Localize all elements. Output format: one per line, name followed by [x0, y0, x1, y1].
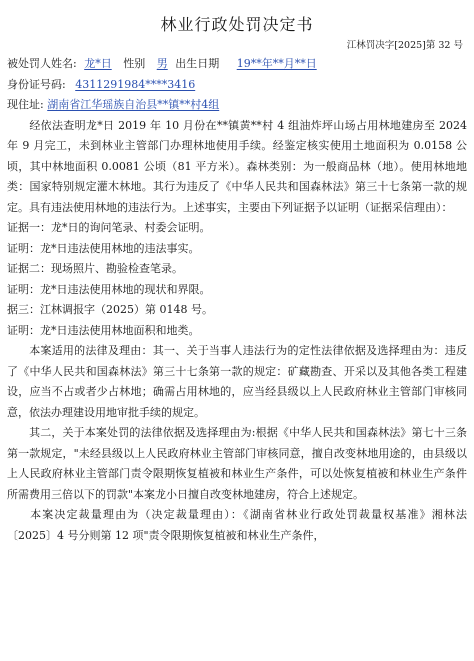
dob-label: 出生日期	[175, 57, 220, 70]
document-number: 江林罚决字[2025]第 32 号	[346, 40, 463, 51]
gender-label: 性别	[123, 57, 146, 70]
address-value: 湖南省江华瑶族自治县**镇**村4组	[47, 98, 220, 111]
address-row	[7, 95, 467, 116]
evidence-item: 证明：龙*日违法使用林地的现状和界限。	[7, 282, 211, 296]
evidence-item: 证据一：龙*日的询问笔录、村委会证明。	[7, 221, 211, 234]
evidence-list	[7, 218, 467, 341]
id-row	[7, 75, 467, 96]
person-info-row	[7, 54, 467, 75]
evidence-item: 证明：龙*日违法使用林地面积和地类。	[7, 323, 200, 337]
id-label: 身份证号码:	[7, 77, 66, 91]
document-title: 林业行政处罚决定书	[160, 15, 314, 34]
evidence-item: 证据二：现场照片、勘验检查笔录。	[7, 262, 183, 275]
gender-value: 男	[156, 57, 168, 70]
penalty-basis-paragraph: 其二，关于本案处罚的法律依据及选择理由为:根据《中华人民共和国森林法》第七十三条第一款规定，"未经县级以上人民政府林业主管部门审核同意，擅自改变林地用途的，由县级以上人民政府林业主管部门责令限期恢复植被和林业生产条件，可以处恢复植被和林业生产条件所需费用三倍以下的罚款"本案龙小日擅自改变林地建房，符合上述规定。	[7, 426, 467, 501]
address-label: 现住址:	[7, 98, 44, 111]
evidence-item: 据三：江林调报字（2025）第 0148 号。	[7, 303, 213, 316]
id-value: 4311291984****3416	[75, 77, 196, 91]
evidence-item: 证明：龙*日违法使用林地的违法事实。	[7, 241, 200, 255]
dob-value: 19**年**月**日	[236, 57, 317, 70]
legal-basis-paragraph: 本案适用的法律及理由：其一、关于当事人违法行为的定性法律依据及选择理由为：违反了《中华人民共和国森林法》第三十七条第一款的规定：矿藏勘查、开采以及其他各类工程建设，应当不占或者少占林地；确需占用林地的，应当经县级以上人民政府林业主管部门审核同意，依法办理建设用地审批手续的规定。	[7, 344, 467, 419]
name-value: 龙*日	[84, 57, 112, 70]
discretion-paragraph: 本案决定裁量理由为（决定裁量理由）：《湖南省林业行政处罚裁量权基准》湘林法〔2025〕4 号分则第 12 项"责令限期恢复植被和林业生产条件，	[7, 508, 467, 542]
facts-paragraph: 经依法查明龙*日 2019 年 10 月份在**镇黄**村 4 组油炸坪山场占用林地建房至 2024 年 9 月完工，未到林业主管部门办理林地使用手续。经鉴定核实使用土地面积为 0.0158 公顷，其中林地面积 0.0081 公顷（81 平方米）。森林类别：为一般商品林（地）。使用林地地类：国家特别规定灌木林地。其行为违反了《中华人民共和国森林法》第三十七条第一款的规定。具有违法使用林地的违法行为。上述事实，主要由下列证据予以证明（证据采信理由）：	[7, 118, 467, 214]
name-label: 被处罚人姓名:	[7, 57, 77, 70]
